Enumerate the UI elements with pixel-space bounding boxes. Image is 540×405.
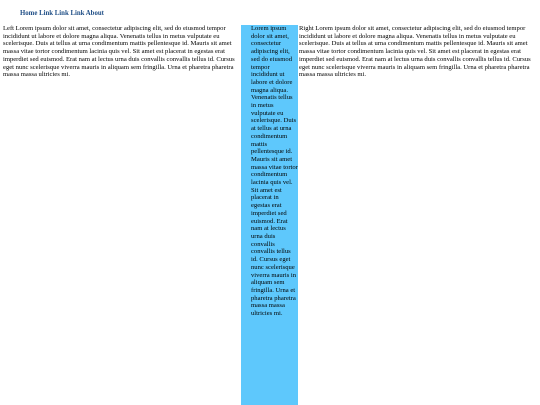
nav-link-home[interactable]: Home — [20, 10, 38, 17]
nav-link-2[interactable]: Link — [54, 10, 69, 17]
nav-link-1[interactable]: Link — [39, 10, 54, 17]
middle-column: Lorem ipsum dolor sit amet, consectetur adipiscing elit, sed do eiusmod tempor incididunt ut labore et dolore magna aliqua. Venenatis tellus in metus vulputate eu scelerisque. Duis at tellus at urna condimentum mattis pellentesque id. Mauris sit amet massa vitae tortor condimentum lacinia quis vel. Sit amet est placerat in egestas erat imperdiet sed euismod. Erat nam at lectus urna duis convallis convallis tellus id. Cursus eget nunc scelerisque viverra mauris in aliquam sem fringilla. Urna et pharetra pharetra massa massa ultricies mi. — [241, 25, 298, 405]
nav-link-about[interactable]: About — [85, 10, 104, 17]
nav-link-3[interactable]: Link — [70, 10, 85, 17]
left-column: Left Lorem ipsum dolor sit amet, consectetur adipiscing elit, sed do eiusmod tempor incididunt ut labore et dolore magna aliqua. Venenatis tellus in metus vulputate eu scelerisque. Duis at tellus at urna condimentum mattis pellentesque id. Mauris sit amet massa vitae tortor condimentum lacinia quis vel. Sit amet est placerat in egestas erat imperdiet sed euismod. Erat nam at lectus urna duis convallis convallis tellus id. Cursus eget nunc scelerisque viverra mauris in aliquam sem fringilla. Urna et pharetra pharetra massa massa ultricies mi. — [3, 25, 235, 79]
top-nav — [20, 10, 104, 17]
right-column: Right Lorem ipsum dolor sit amet, consectetur adipiscing elit, sed do eiusmod tempor incididunt ut labore et dolore magna aliqua. Venenatis tellus in metus vulputate eu scelerisque. Duis at tellus at urna condimentum mattis pellentesque id. Mauris sit amet massa vitae tortor condimentum lacinia quis vel. Sit amet est placerat in egestas erat imperdiet sed euismod. Erat nam at lectus urna duis convallis convallis tellus id. Cursus eget nunc scelerisque viverra mauris in aliquam sem fringilla. Urna et pharetra pharetra massa massa ultricies mi. — [299, 25, 531, 79]
